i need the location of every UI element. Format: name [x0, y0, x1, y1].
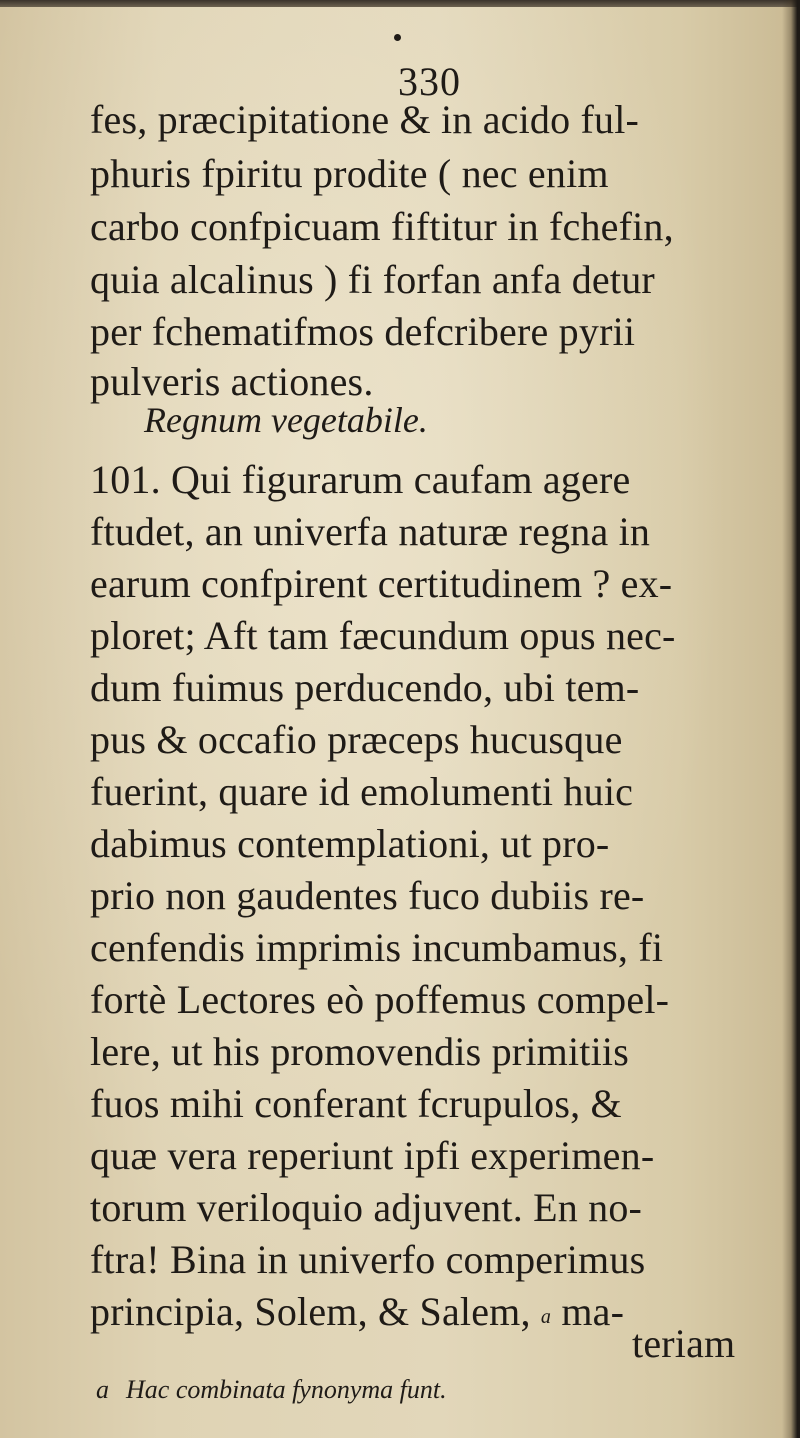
text-line: fuerint, quare id emolumenti huic	[90, 769, 634, 814]
text-line-body: principia, Solem, & Salem,	[90, 1289, 531, 1334]
text-line: lere, ut his promovendis primitiis	[90, 1029, 629, 1074]
catchword: teriam	[632, 1321, 736, 1366]
page-top-edge	[0, 0, 800, 7]
text-line: fuos mihi conferant fcrupulos, &	[90, 1081, 622, 1126]
text-line: cenfendis imprimis incumbamus, fi	[90, 925, 664, 970]
text-line: fortè Lectores eò poffemus compel-	[90, 977, 670, 1022]
text-line-final	[90, 1288, 624, 1341]
page-number: 330	[398, 59, 461, 104]
footnote-reference: a	[540, 1306, 552, 1328]
text-line: fes, præcipitatione & in acido ful-	[90, 97, 640, 142]
footnote-marker: a	[96, 1375, 109, 1404]
text-line: pus & occafio præceps hucusque	[90, 717, 623, 762]
text-line: quæ vera reperiunt ipfi experimen-	[90, 1133, 655, 1178]
text-line: ftra! Bina in univerfo comperimus	[90, 1237, 646, 1282]
footnote-text: Hac combinata fynonyma funt.	[126, 1375, 447, 1404]
page-right-edge	[782, 0, 800, 1438]
text-line: torum veriloquio adjuvent. En no-	[90, 1185, 643, 1230]
text-line: prio non gaudentes fuco dubiis re-	[90, 873, 645, 918]
text-line: ploret; Aft tam fæcundum opus nec-	[90, 613, 676, 658]
text-line: earum confpirent certitudinem ? ex-	[90, 561, 673, 606]
text-line: pulveris actiones.	[90, 359, 374, 404]
text-line: quia alcalinus ) fi forfan anfa detur	[90, 257, 655, 302]
text-line: 101. Qui figurarum caufam agere	[90, 457, 631, 502]
text-line: dabimus contemplationi, ut pro-	[90, 821, 610, 866]
text-line-tail: ma-	[561, 1289, 625, 1334]
text-line: dum fuimus perducendo, ubi tem-	[90, 665, 640, 710]
text-line: per fchematifmos defcribere pyrii	[90, 309, 636, 354]
text-line: phuris fpiritu prodite ( nec enim	[90, 151, 609, 196]
printer-mark	[394, 34, 401, 41]
text-line: carbo confpicuam fiftitur in fchefin,	[90, 204, 674, 249]
text-line: ftudet, an univerfa naturæ regna in	[90, 509, 651, 554]
section-heading: Regnum vegetabile.	[144, 400, 428, 440]
